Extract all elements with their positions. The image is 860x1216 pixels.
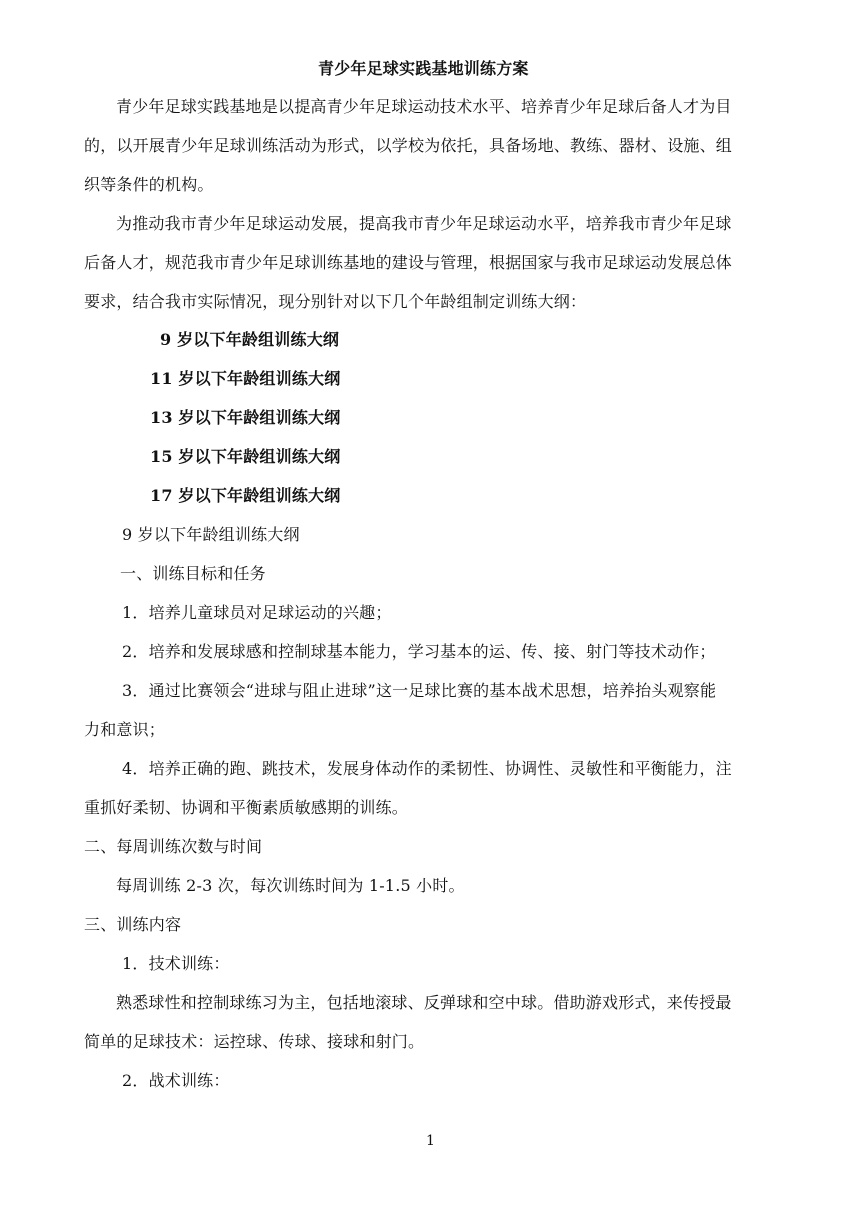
outline-item: 9 岁以下年龄组训练大纲 xyxy=(160,330,340,349)
part1-item-1: 1．培养儿童球员对足球运动的兴趣； xyxy=(122,603,392,622)
intro-paragraph-1-line-3: 织等条件的机构。 xyxy=(84,175,214,194)
part1-item-4-line-1: 4．培养正确的跑、跳技术，发展身体动作的柔韧性、协调性、灵敏性和平衡能力，注 xyxy=(122,759,732,778)
outline-item: 13 岁以下年龄组训练大纲 xyxy=(150,408,341,427)
document-title: 青少年足球实践基地训练方案 xyxy=(318,59,529,78)
outline-item: 15 岁以下年龄组训练大纲 xyxy=(150,447,341,466)
part3-sub1-text-line-1: 熟悉球性和控制球练习为主，包括地滚球、反弹球和空中球。借助游戏形式，来传授最 xyxy=(116,993,732,1012)
part1-item-3-line-1: 3．通过比赛领会“进球与阻止进球”这一足球比赛的基本战术思想，培养抬头观察能 xyxy=(122,681,717,700)
part1-heading: 一、训练目标和任务 xyxy=(120,564,266,583)
part1-item-2: 2．培养和发展球感和控制球基本能力，学习基本的运、传、接、射门等技术动作； xyxy=(122,642,716,661)
part2-heading: 二、每周训练次数与时间 xyxy=(84,837,263,856)
part3-sub1: 1．技术训练： xyxy=(122,954,230,973)
outline-item: 17 岁以下年龄组训练大纲 xyxy=(150,486,341,505)
part3-sub2: 2．战术训练： xyxy=(122,1071,230,1090)
intro-paragraph-1-line-2: 的，以开展青少年足球训练活动为形式，以学校为依托，具备场地、教练、器材、设施、组 xyxy=(84,136,733,155)
section-title: 9 岁以下年龄组训练大纲 xyxy=(122,525,300,544)
outline-item: 11 岁以下年龄组训练大纲 xyxy=(150,369,341,388)
intro-paragraph-2-line-2: 后备人才，规范我市青少年足球训练基地的建设与管理，根据国家与我市足球运动发展总体 xyxy=(84,253,733,272)
page-number: 1 xyxy=(426,1133,436,1149)
part1-item-3-line-2: 力和意识； xyxy=(84,720,166,739)
part3-sub1-text-line-2: 简单的足球技术：运控球、传球、接球和射门。 xyxy=(84,1032,425,1051)
part3-heading: 三、训练内容 xyxy=(84,915,182,934)
intro-paragraph-2-line-1: 为推动我市青少年足球运动发展，提高我市青少年足球运动水平，培养我市青少年足球 xyxy=(116,214,732,233)
intro-paragraph-2-line-3: 要求，结合我市实际情况，现分别针对以下几个年龄组制定训练大纲： xyxy=(84,292,587,311)
part1-item-4-line-2: 重抓好柔韧、协调和平衡素质敏感期的训练。 xyxy=(84,798,409,817)
intro-paragraph-1-line-1: 青少年足球实践基地是以提高青少年足球运动技术水平、培养青少年足球后备人才为目 xyxy=(116,97,732,116)
part2-text: 每周训练 2-3 次，每次训练时间为 1-1.5 小时。 xyxy=(116,876,465,895)
